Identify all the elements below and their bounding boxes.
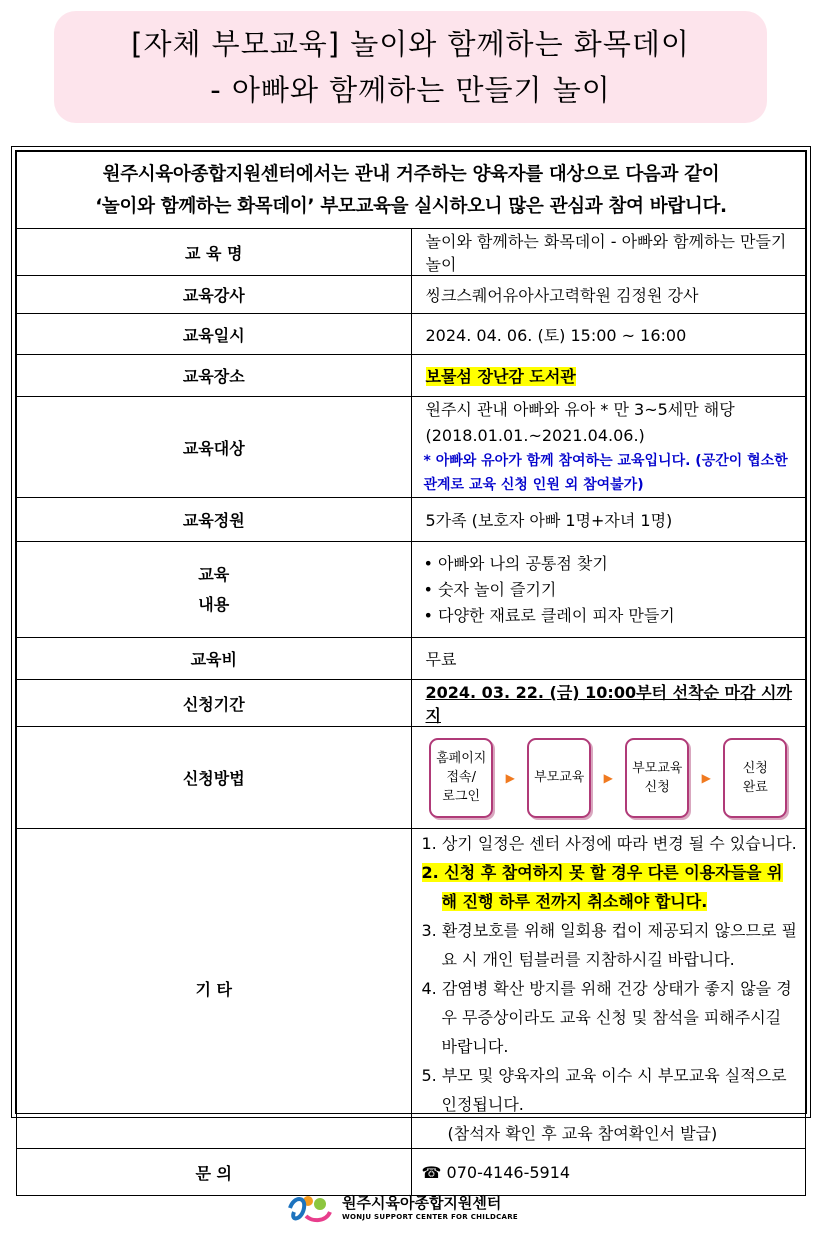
row-place [17,355,806,397]
value-teacher: 씽크스퀘어유아사고력학원 김정원 강사 [411,276,806,314]
org-name-korean: 원주시육아종합지원센터 [342,1194,502,1212]
etc-list [412,829,806,1148]
label-fee: 교육비 [17,638,412,680]
list-item: • 아빠와 나의 공통점 찾기 [423,553,608,573]
label-method: 신청방법 [17,727,412,829]
value-target-line-1: 원주시 관내 아빠와 유아 * 만 3~5세만 해당(2018.01.01.~2021.04.06.) [425,400,735,445]
list-item: 3. 환경보호를 위해 일회용 컵이 제공되지 않으므로 필요 시 개인 텀블러를 지참하시길 바랍니다. [421,921,797,969]
value-target-notice: * 아빠와 유아가 함께 참여하는 교육입니다. (공간이 협소한 관계로 교육 신청 인원 외 참여불가) [423,453,788,493]
label-content-1: 교육 [198,564,230,584]
content-list [414,551,806,629]
center-logo-icon [286,1192,336,1224]
row-name [17,229,806,276]
label-name: 교 육 명 [17,229,412,276]
list-item-highlight: 2. 신청 후 참여하지 못 할 경우 다른 이용자들을 위해 진행 하루 전까지 취소해야 합니다. [421,863,783,911]
list-item: • 다양한 재료로 클레이 피자 만들기 [423,605,675,625]
row-date [17,314,806,355]
row-content [17,542,806,638]
label-etc: 기 타 [17,829,412,1149]
info-frame [11,146,811,1183]
value-place: 보물섬 장난감 도서관 [425,367,576,386]
application-steps [412,738,806,818]
list-item: 5. 부모 및 양육자의 교육 이수 시 부모교육 실적으로 인정됩니다. [421,1066,787,1114]
step-complete: 신청 완료 [723,738,787,818]
intro-text [17,152,806,229]
etc-note: (참석자 확인 후 교육 참여확인서 발급) [447,1124,718,1143]
label-place: 교육장소 [17,355,412,397]
label-period: 신청기간 [17,680,412,727]
row-target [17,397,806,498]
label-teacher: 교육강사 [17,276,412,314]
row-period [17,680,806,727]
list-item: • 숫자 놀이 즐기기 [423,579,557,599]
title-line-1: [자체 부모교육] 놀이와 함께하는 화목데이 [131,27,690,61]
label-content-2: 내용 [198,594,230,614]
row-contact [17,1149,806,1196]
label-date: 교육일시 [17,314,412,355]
label-target: 교육대상 [17,397,412,498]
org-name-english: WONJU SUPPORT CENTER FOR CHILDCARE [342,1213,518,1221]
list-item: 1. 상기 일정은 센터 사정에 따라 변경 될 수 있습니다. [421,834,797,853]
footer-logo [286,1192,518,1224]
value-period: 2024. 03. 22. (금) 10:00부터 선착순 마감 시까지 [425,683,792,725]
arrow-right-icon: ▶ [701,770,711,785]
row-fee [17,638,806,680]
intro-line-2: ‘놀이와 함께하는 화목데이’ 부모교육을 실시하오니 많은 관심과 참여 바랍니다. [95,196,727,217]
row-method [17,727,806,829]
label-capacity: 교육정원 [17,498,412,542]
value-date: 2024. 04. 06. (토) 15:00 ~ 16:00 [411,314,806,355]
row-teacher [17,276,806,314]
value-fee: 무료 [411,638,806,680]
title-banner [54,11,767,123]
arrow-right-icon: ▶ [603,770,613,785]
step-parent-education: 부모교육 [527,738,591,818]
row-etc [17,829,806,1149]
label-contact: 문 의 [17,1149,412,1196]
intro-line-1: 원주시육아종합지원센터에서는 관내 거주하는 양육자를 대상으로 다음과 같이 [102,164,720,185]
title-line-2: - 아빠와 함께하는 만들기 놀이 [210,73,611,107]
step-login: 홈페이지 접속/ 로그인 [429,738,493,818]
value-name: 놀이와 함께하는 화목데이 - 아빠와 함께하는 만들기 놀이 [411,229,806,276]
phone-icon: ☎ [421,1162,442,1182]
list-item: 4. 감염병 확산 방지를 위해 건강 상태가 좋지 않을 경우 무증상이라도 교육 신청 및 참석을 피해주시길 바랍니다. [421,979,792,1056]
arrow-right-icon: ▶ [505,770,515,785]
value-capacity: 5가족 (보호자 아빠 1명+자녀 1명) [411,498,806,542]
value-contact: 070-4146-5914 [446,1162,571,1182]
step-apply: 부모교육 신청 [625,738,689,818]
info-table [16,151,806,1196]
row-capacity [17,498,806,542]
